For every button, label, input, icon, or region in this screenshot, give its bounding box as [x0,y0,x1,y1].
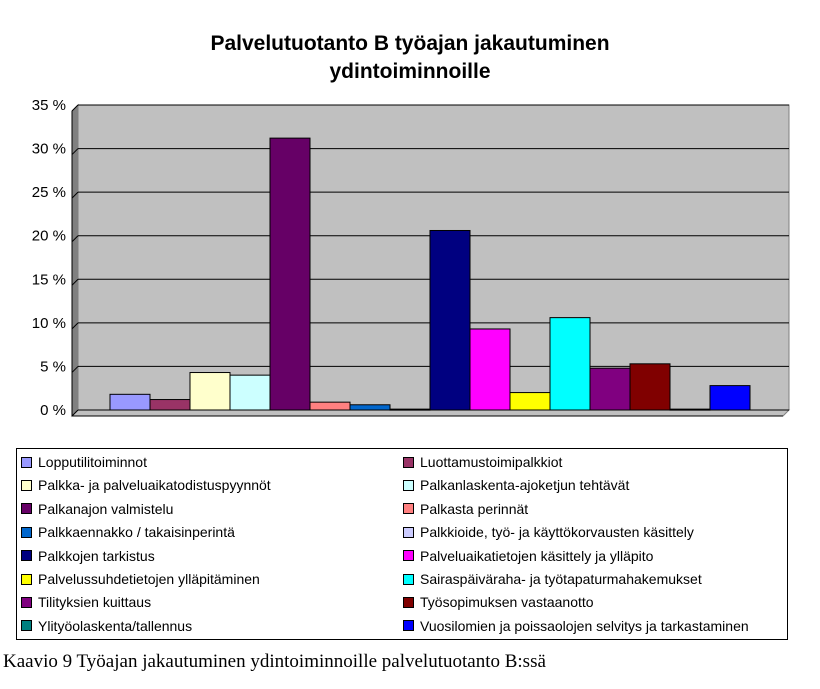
figure-caption: Kaavio 9 Työajan jakautuminen ydintoiminnoille palvelutuotanto B:ssä [3,651,546,672]
legend-item [403,591,594,613]
legend-label: Lopputilitoiminnot [38,454,147,470]
y-tick-label: 5 % [40,358,66,376]
y-tick-label: 10 % [31,314,66,332]
bar [150,400,190,410]
y-tick-label: 35 % [31,97,66,114]
legend-swatch [403,597,414,608]
legend-label: Vuosilomien ja poissaolojen selvitys ja tarkastaminen [420,617,749,634]
legend-swatch [21,503,32,514]
legend-item [21,474,271,496]
legend-label: Luottamustoimipalkkiot [420,454,563,470]
legend-label: Sairaspäiväraha- ja työtapaturmahakemukset [420,571,702,587]
legend-swatch [403,620,414,631]
bar [190,373,230,410]
legend-label: Työsopimuksen vastaanotto [420,594,594,611]
legend-item [403,568,702,590]
bar [710,386,750,410]
bar [470,329,510,410]
chart-title-line1: Palvelutuotanto B työajan jakautuminen [210,32,610,55]
legend-label: Palkanlaskenta-ajoketjun tehtävät [420,477,630,494]
legend-swatch [403,480,414,491]
y-tick-label: 15 % [31,271,66,289]
legend-swatch [21,457,32,468]
bar [350,405,390,410]
legend-label: Palveluaikatietojen käsittely ja ylläpito [420,547,654,564]
legend-label: Ylityöolaskenta/tallennus [38,617,193,634]
bar [390,409,430,410]
y-tick-label: 20 % [31,227,66,245]
y-tick-label: 25 % [31,184,66,202]
legend-item [403,615,749,637]
legend-label: Palkasta perinnät [420,500,529,517]
legend-swatch [21,597,32,608]
bar [310,402,350,410]
legend-item [403,521,694,543]
bar [670,409,710,410]
legend-swatch [21,550,32,561]
legend-label: Palkkioide, työ- ja käyttökorvausten käsittely [420,524,694,541]
bar [230,375,270,410]
bar [550,318,590,410]
legend-label: Palkka- ja palveluaikatodistuspyynnöt [38,477,271,494]
bar [590,368,630,410]
legend-label: Palkanajon valmistelu [38,500,174,517]
legend-item [21,451,147,473]
bar [510,393,550,410]
plot-floor [72,410,789,416]
legend-item [403,498,528,520]
bar [430,230,470,410]
bar [110,394,150,410]
legend-swatch [403,503,414,514]
legend-item [21,591,151,613]
legend-item [21,545,155,567]
legend-swatch [403,550,414,561]
legend-swatch [403,574,414,585]
legend-swatch [21,480,32,491]
legend-swatch [21,527,32,538]
legend-item [403,545,653,567]
bar [630,364,670,410]
legend-swatch [403,457,414,468]
legend-item [21,568,260,590]
legend-label: Tilityksien kuittaus [38,594,152,611]
legend-swatch [21,620,32,631]
bar [270,138,310,410]
legend-label: Palkkojen tarkistus [38,547,155,564]
y-tick-label: 30 % [31,140,66,158]
legend-item [21,521,235,543]
legend-item [403,451,562,473]
legend-item [21,615,192,637]
legend-label: Palkkaennakko / takaisinperintä [38,524,235,541]
legend-swatch [403,527,414,538]
chart-title-line2: ydintoiminnoille [329,60,491,83]
legend-item [403,474,629,496]
legend-label: Palvelussuhdetietojen ylläpitäminen [38,571,260,587]
chart-legend [16,448,788,640]
legend-item [21,498,173,520]
legend-swatch [21,574,32,585]
y-tick-label: 0 % [40,402,66,419]
